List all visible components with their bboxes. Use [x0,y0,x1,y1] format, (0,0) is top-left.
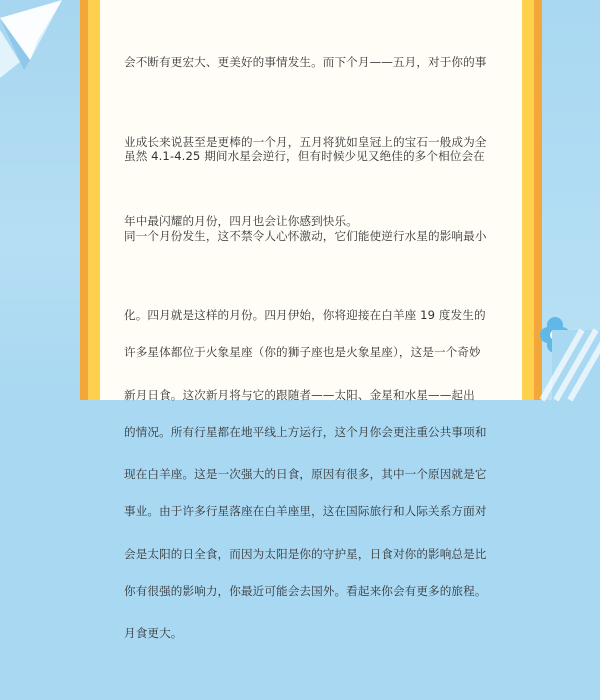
paper-plane-icon [0,0,70,80]
paragraph-line: 事业。由于许多行星落座在白羊座里，这在国际旅行和人际关系方面对 [124,504,487,518]
paragraph-line: 虽然 4.1-4.25 期间水星会逆行，但有时候少见又绝佳的多个相位会在 [124,149,485,163]
diagonal-stripes-decoration [552,330,600,400]
paragraph-line: 同一个月份发生，这不禁令人心怀激动，它们能使逆行水星的影响最小 [124,228,487,243]
paragraph-line: 会不断有更宏大、更美好的事情发生。而下个月——五月，对于你的事 [124,55,487,69]
paragraph-line: 新月日食。这次新月将与它的跟随者——太阳、金星和水星——起出 [124,387,475,402]
paragraph-line: 业成长来说甚至是更棒的一个月，五月将犹如皇冠上的宝石一般成为全 [124,134,487,149]
article-content [124,0,504,640]
paragraph-line: 许多星体都位于火象星座（你的狮子座也是火象星座），这是一个奇妙 [124,345,481,359]
paragraph-line: 月食更大。 [124,626,183,640]
paragraph-3 [124,286,504,657]
paragraph-line: 的情况。所有行星都在地平线上方运行，这个月你会更注重公共事项和 [124,424,487,439]
paragraph-line: 你有很强的影响力，你最近可能会去国外。看起来你会有更多的旅程。 [124,583,487,598]
paragraph-line: 现在白羊座。这是一次强大的日食，原因有很多，其中一个原因就是它 [124,467,487,481]
paragraph-line: 会是太阳的日全食，而因为太阳是你的守护星，日食对你的影响总是比 [124,546,487,561]
paper-wave-edge-right [517,0,527,400]
paragraph-line: 化。四月就是这样的月份。四月伊始，你将迎接在白羊座 19 度发生的 [124,308,486,322]
paragraph-line: 年中最闪耀的月份，四月也会让你感到快乐。 [124,214,358,228]
